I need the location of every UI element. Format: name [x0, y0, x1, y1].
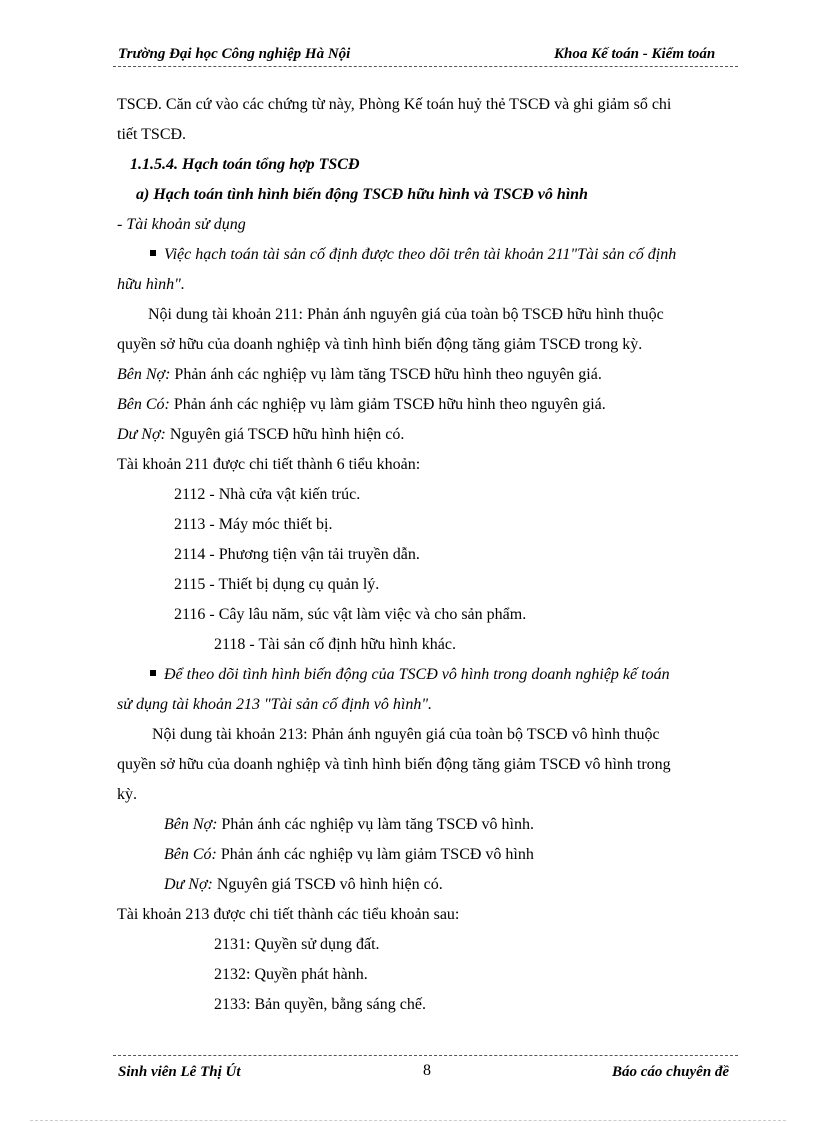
text-line: Nội dung tài khoản 213: Phản ánh nguyên giá của toàn bộ TSCĐ vô hình thuộc	[152, 726, 660, 743]
balance-text: Nguyên giá TSCĐ vô hình hiện có.	[212, 876, 443, 893]
bullet-text: Để theo dõi tình hình biến động của TSCĐ vô hình trong doanh nghiệp kế toán	[164, 666, 670, 683]
text-line: quyền sở hữu của doanh nghiệp và tình hình biến động tăng giảm TSCĐ trong kỳ.	[117, 336, 643, 353]
bullet-item	[150, 665, 670, 685]
debit-line	[164, 815, 534, 835]
text-line: Nội dung tài khoản 211: Phản ánh nguyên giá của toàn bộ TSCĐ hữu hình thuộc	[148, 306, 664, 323]
sub-account: 2115 - Thiết bị dụng cụ quản lý.	[174, 576, 380, 593]
debit-text: Phản ánh các nghiệp vụ làm tăng TSCĐ hữu hình theo nguyên giá.	[170, 366, 602, 383]
balance-line	[164, 875, 443, 895]
bullet-icon	[150, 250, 156, 256]
footer-report: Báo cáo chuyên đề	[612, 1064, 730, 1080]
sub-account: 2131: Quyền sử dụng đất.	[214, 936, 380, 953]
debit-line	[117, 365, 602, 385]
sub-account: 2132: Quyền phát hành.	[214, 966, 368, 983]
footer-student: Sinh viên Lê Thị Út	[118, 1064, 241, 1080]
subsection-heading: a) Hạch toán tình hình biến động TSCĐ hữu hình và TSCĐ vô hình	[136, 186, 588, 203]
text-line: sử dụng tài khoản 213 "Tài sản cố định vô hình".	[117, 696, 433, 713]
credit-text: Phản ánh các nghiệp vụ làm giảm TSCĐ vô hình	[216, 846, 534, 863]
sub-account: 2112 - Nhà cửa vật kiến trúc.	[174, 486, 361, 503]
bullet-item	[150, 245, 676, 265]
page-edge-divider	[30, 1120, 786, 1121]
debit-text: Phản ánh các nghiệp vụ làm tăng TSCĐ vô hình.	[217, 816, 534, 833]
text-line: hữu hình".	[117, 276, 185, 293]
sub-account: 2118 - Tài sản cố định hữu hình khác.	[214, 636, 456, 653]
credit-line	[164, 845, 534, 865]
balance-text: Nguyên giá TSCĐ hữu hình hiện có.	[165, 426, 405, 443]
text-line: Tài khoản 213 được chi tiết thành các tiểu khoản sau:	[117, 906, 460, 923]
sub-account: 2113 - Máy móc thiết bị.	[174, 516, 333, 533]
text-line: kỳ.	[117, 786, 137, 803]
header-school: Trường Đại học Công nghiệp Hà Nội	[118, 46, 351, 62]
debit-label: Bên Nợ:	[117, 366, 171, 383]
bullet-text: Việc hạch toán tài sản cố định được theo dõi trên tài khoản 211"Tài sản cố định	[164, 246, 677, 263]
sub-account: 2116 - Cây lâu năm, súc vật làm việc và cho sản phẩm.	[174, 606, 527, 623]
text-line: tiết TSCĐ.	[117, 126, 187, 143]
header-divider	[113, 66, 738, 67]
text-line: Tài khoản 211 được chi tiết thành 6 tiểu khoản:	[117, 456, 421, 473]
section-heading: 1.1.5.4. Hạch toán tổng hợp TSCĐ	[130, 156, 360, 173]
header-department: Khoa Kế toán - Kiểm toán	[554, 46, 716, 62]
text-line: TSCĐ. Căn cứ vào các chứng từ này, Phòng Kế toán huỷ thẻ TSCĐ và ghi giảm sổ chi	[117, 96, 672, 113]
sub-account: 2114 - Phương tiện vận tải truyền dẫn.	[174, 546, 420, 563]
text-line: - Tài khoản sử dụng	[117, 216, 246, 233]
page-number: 8	[423, 1062, 431, 1079]
balance-label: Dư Nợ:	[117, 426, 166, 443]
credit-text: Phản ánh các nghiệp vụ làm giảm TSCĐ hữu hình theo nguyên giá.	[169, 396, 606, 413]
bullet-icon	[150, 670, 156, 676]
sub-account: 2133: Bản quyền, bằng sáng chế.	[214, 996, 426, 1013]
balance-line	[117, 425, 404, 445]
debit-label: Bên Nợ:	[164, 816, 218, 833]
credit-line	[117, 395, 606, 415]
text-line: quyền sở hữu của doanh nghiệp và tình hình biến động tăng giảm TSCĐ vô hình trong	[117, 756, 671, 773]
balance-label: Dư Nợ:	[164, 876, 213, 893]
credit-label: Bên Có:	[164, 846, 217, 863]
credit-label: Bên Có:	[117, 396, 170, 413]
footer-divider	[113, 1055, 738, 1056]
